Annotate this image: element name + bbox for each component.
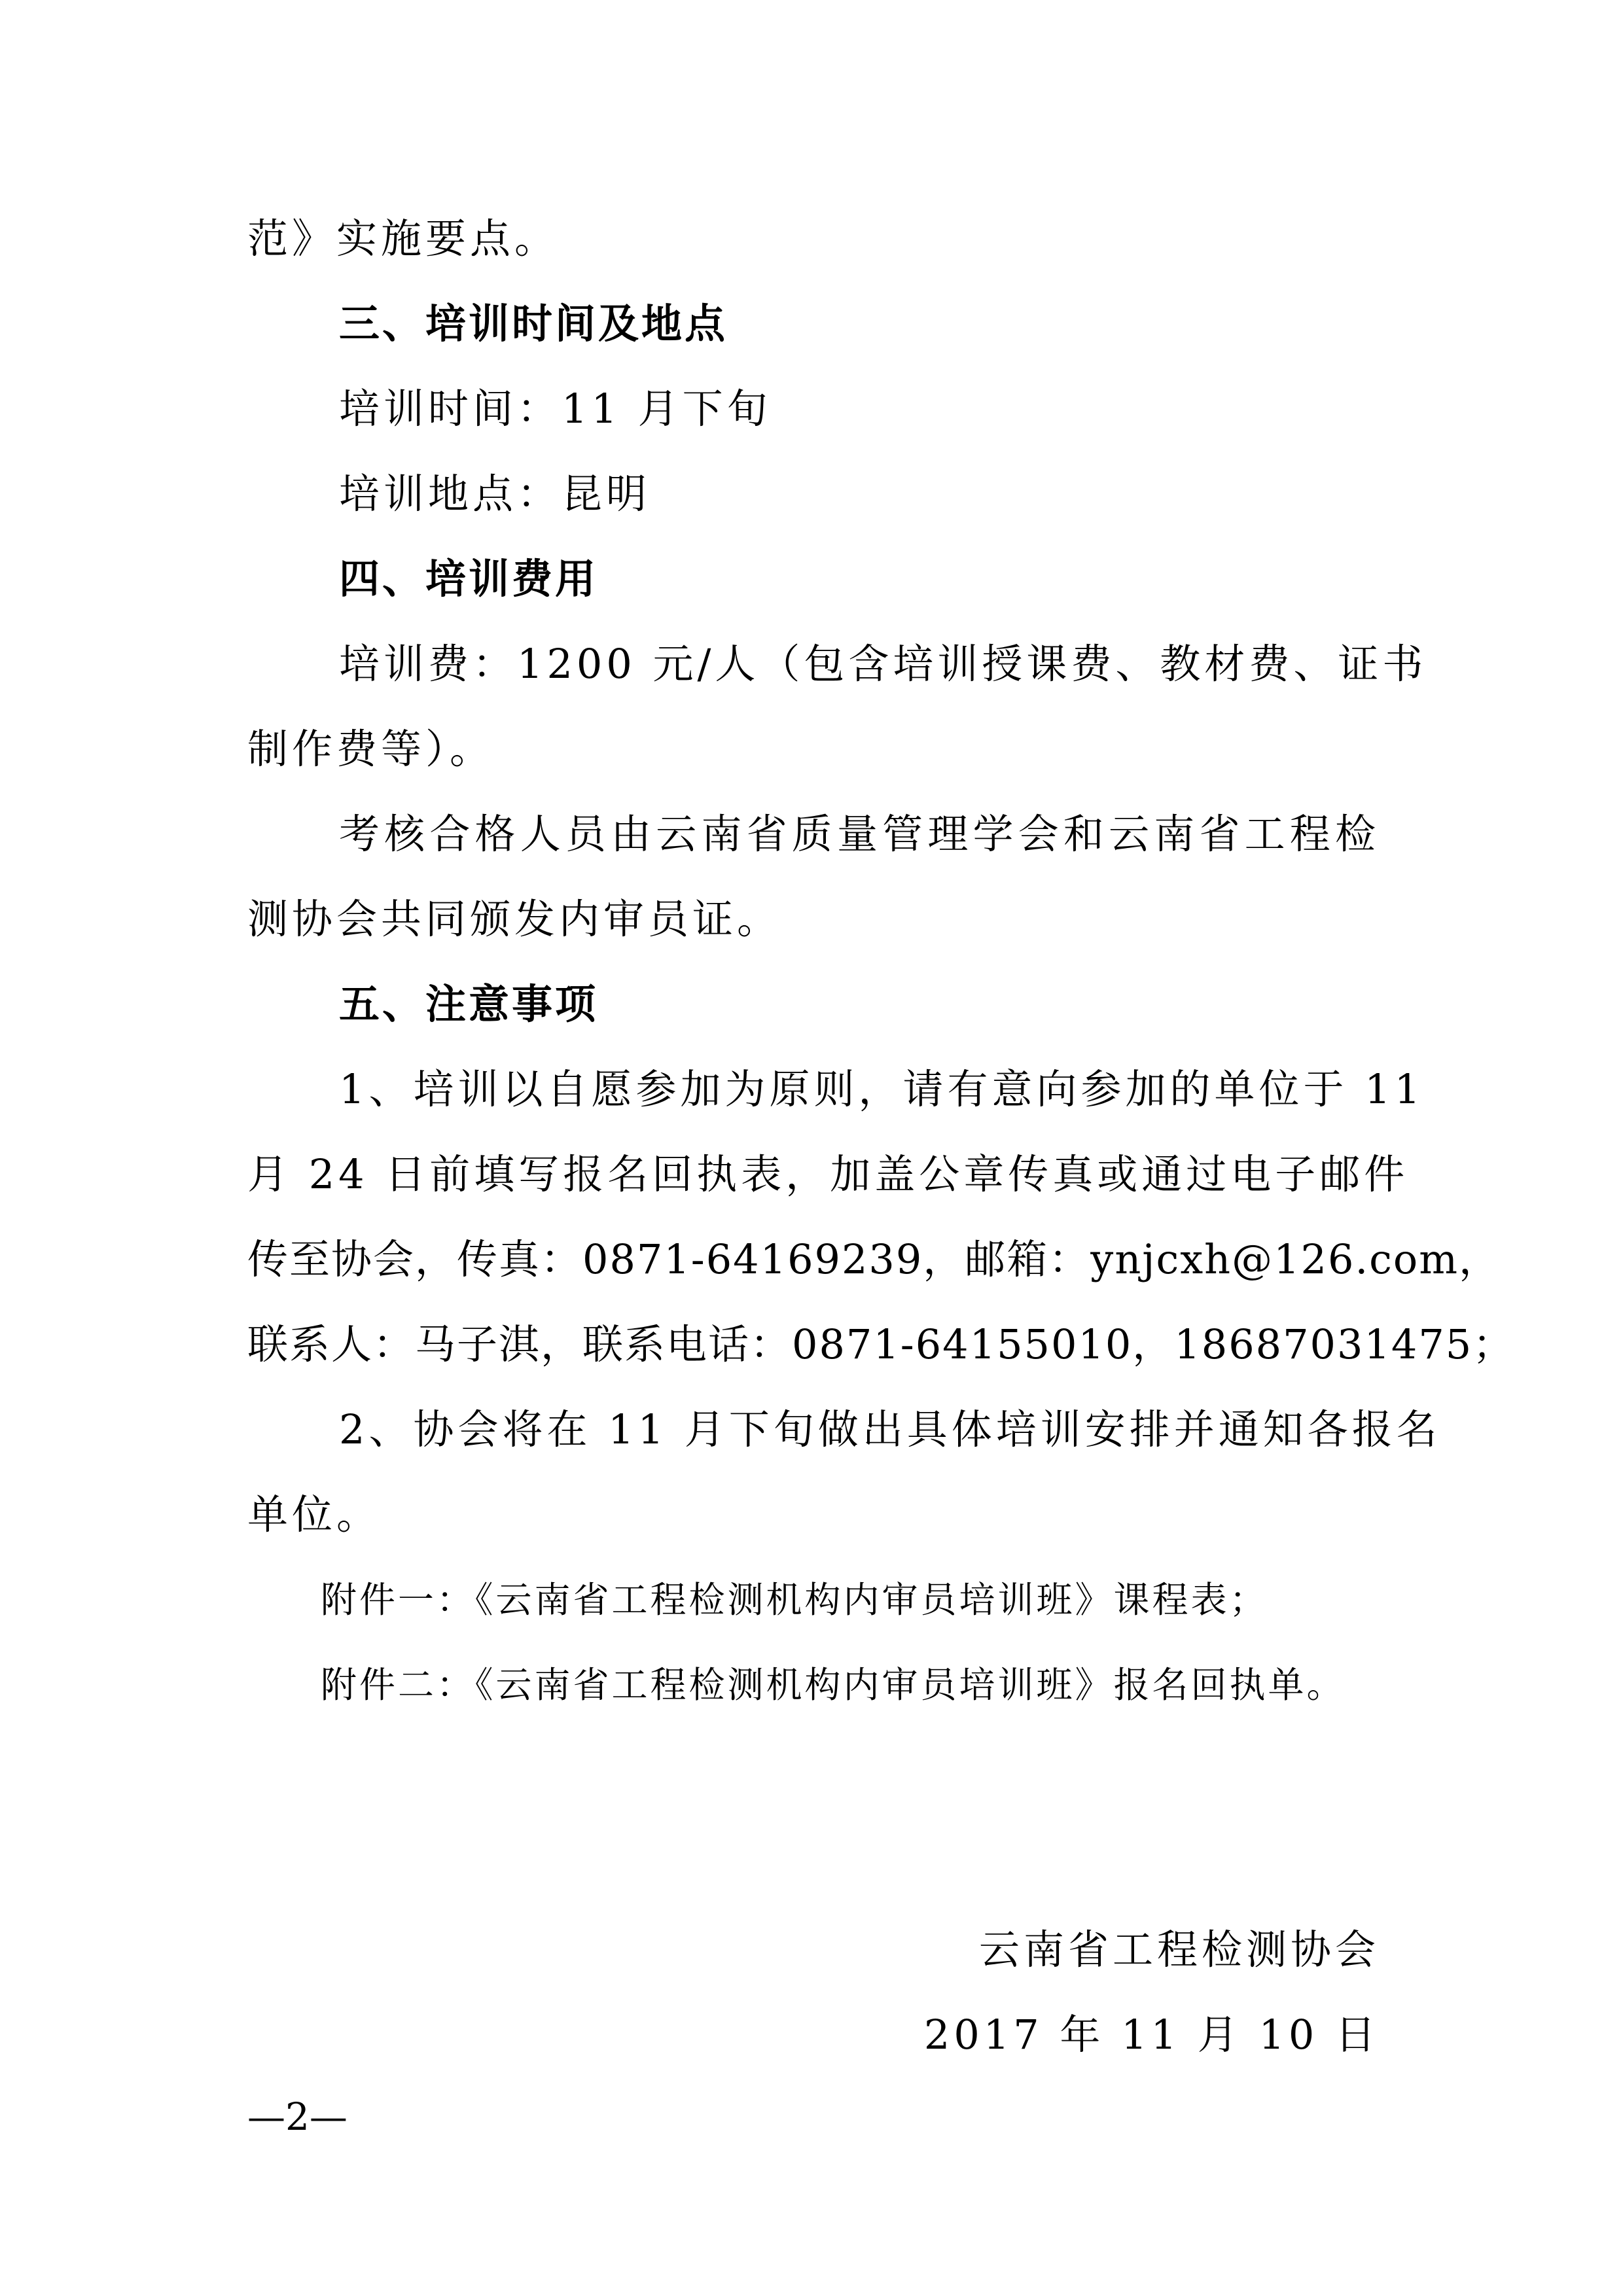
text-line: 范》实施要点。 xyxy=(247,215,560,262)
attachment-line-2: 附件二：《云南省工程检测机构内审员培训班》报名回执单。 xyxy=(321,1664,1346,1706)
section-heading-3: 三、培训时间及地点 xyxy=(339,300,728,347)
section-heading-4: 四、培训费用 xyxy=(339,555,599,603)
text-line: 联系人：马子淇，联系电话：0871-64155010，18687031475； xyxy=(247,1320,1515,1368)
text-line: 培训费：1200 元/人（包含培训授课费、教材费、证书 xyxy=(339,640,1427,688)
attachment-line-1: 附件一：《云南省工程检测机构内审员培训班》课程表； xyxy=(321,1579,1268,1621)
signature-organization: 云南省工程检测协会 xyxy=(978,1926,1380,1973)
text-line: 月 24 日前填写报名回执表，加盖公章传真或通过电子邮件 xyxy=(247,1150,1409,1198)
page-number: —2— xyxy=(247,2094,348,2139)
text-line: 1、培训以自愿参加为原则，请有意向参加的单位于 11 xyxy=(339,1065,1425,1113)
section-heading-5: 五、注意事项 xyxy=(339,980,599,1028)
text-line: 培训地点：昆明 xyxy=(339,470,651,518)
signature-date: 2017 年 11 月 10 日 xyxy=(923,2011,1380,2058)
text-line: 制作费等）。 xyxy=(247,725,495,773)
text-line: 2、协会将在 11 月下旬做出具体培训安排并通知各报名 xyxy=(339,1405,1441,1453)
text-line: 传至协会，传真：0871-64169239，邮箱：ynjcxh@126.com， xyxy=(247,1235,1501,1283)
text-line: 测协会共同颁发内审员证。 xyxy=(247,895,782,943)
text-line: 考核合格人员由云南省质量管理学会和云南省工程检 xyxy=(339,810,1380,858)
text-line: 单位。 xyxy=(247,1491,382,1538)
text-line: 培训时间：11 月下旬 xyxy=(339,385,772,433)
